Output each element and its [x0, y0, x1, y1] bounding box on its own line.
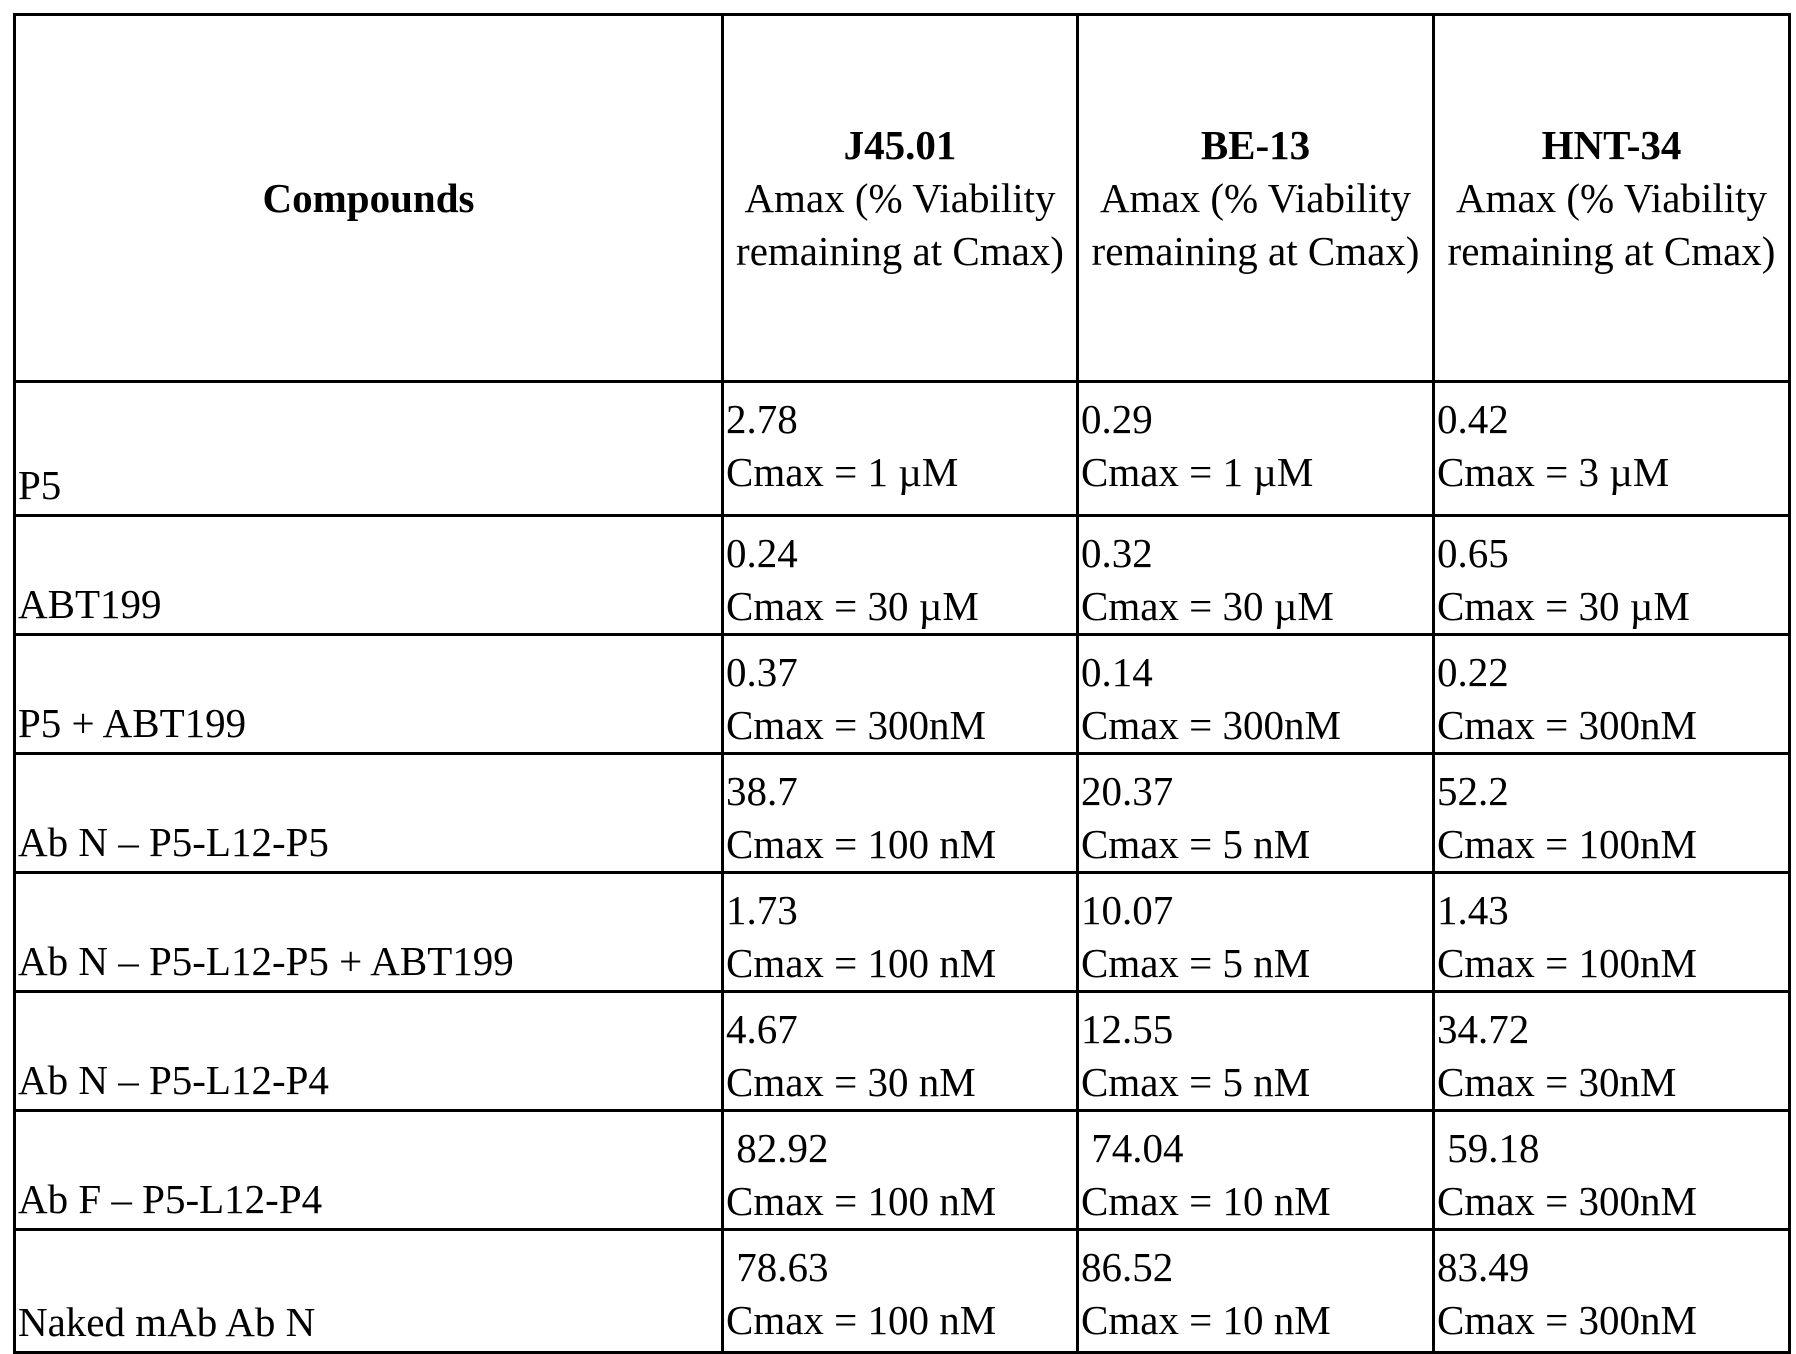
cell-line-name: HNT-34 [1437, 119, 1786, 172]
value-cell [1078, 635, 1434, 754]
cmax-value: Cmax = 300nM [726, 699, 1074, 752]
amax-value: 59.18 [1437, 1122, 1786, 1175]
amax-value: 2.78 [726, 393, 1074, 446]
value-cell [1434, 1111, 1790, 1230]
table-row [15, 1230, 1790, 1353]
value-cell [723, 992, 1078, 1111]
value-cell [1434, 992, 1790, 1111]
results-table [13, 13, 1791, 1354]
amax-value: 12.55 [1081, 1003, 1430, 1056]
header-j45 [723, 15, 1078, 382]
header-compounds: Compounds [15, 15, 723, 382]
value-cell [723, 1111, 1078, 1230]
cell-line-name: J45.01 [726, 119, 1074, 172]
amax-value: 0.42 [1437, 393, 1786, 446]
cmax-value: Cmax = 5 nM [1081, 818, 1430, 871]
cmax-value: Cmax = 5 nM [1081, 937, 1430, 990]
amax-value: 38.7 [726, 765, 1074, 818]
table-row [15, 754, 1790, 873]
cmax-value: Cmax = 10 nM [1081, 1294, 1430, 1347]
cmax-value: Cmax = 100nM [1437, 818, 1786, 871]
cmax-value: Cmax = 100 nM [726, 937, 1074, 990]
amax-value: 0.24 [726, 527, 1074, 580]
amax-value: 20.37 [1081, 765, 1430, 818]
cmax-value: Cmax = 1 µM [726, 446, 1074, 499]
cmax-value: Cmax = 30nM [1437, 1056, 1786, 1109]
metric-label: Amax (% Viability remaining at Cmax) [736, 175, 1064, 274]
cmax-value: Cmax = 5 nM [1081, 1056, 1430, 1109]
value-cell [1434, 635, 1790, 754]
compound-name: Ab N – P5-L12-P4 [15, 992, 723, 1111]
metric-label: Amax (% Viability remaining at Cmax) [1448, 175, 1776, 274]
header-row [15, 15, 1790, 382]
compound-name: P5 [15, 382, 723, 516]
header-hnt34 [1434, 15, 1790, 382]
cmax-value: Cmax = 30 µM [1437, 580, 1786, 633]
cmax-value: Cmax = 100 nM [726, 1294, 1074, 1347]
cmax-value: Cmax = 300nM [1081, 699, 1430, 752]
compound-name: Naked mAb Ab N [15, 1230, 723, 1353]
cmax-value: Cmax = 100 nM [726, 818, 1074, 871]
metric-label: Amax (% Viability remaining at Cmax) [1092, 175, 1420, 274]
table-row [15, 992, 1790, 1111]
amax-value: 0.29 [1081, 393, 1430, 446]
value-cell [1078, 1230, 1434, 1353]
cmax-value: Cmax = 100 nM [726, 1175, 1074, 1228]
table-row [15, 516, 1790, 635]
value-cell [1434, 873, 1790, 992]
value-cell [723, 873, 1078, 992]
value-cell [1078, 382, 1434, 516]
cmax-value: Cmax = 30 µM [1081, 580, 1430, 633]
value-cell [1078, 516, 1434, 635]
cmax-value: Cmax = 300nM [1437, 699, 1786, 752]
value-cell [1078, 873, 1434, 992]
cmax-value: Cmax = 30 µM [726, 580, 1074, 633]
table-row [15, 1111, 1790, 1230]
cmax-value: Cmax = 100nM [1437, 937, 1786, 990]
amax-value: 4.67 [726, 1003, 1074, 1056]
table-row [15, 635, 1790, 754]
amax-value: 34.72 [1437, 1003, 1786, 1056]
compound-name: Ab N – P5-L12-P5 + ABT199 [15, 873, 723, 992]
compound-name: Ab F – P5-L12-P4 [15, 1111, 723, 1230]
cmax-value: Cmax = 10 nM [1081, 1175, 1430, 1228]
cmax-value: Cmax = 3 µM [1437, 446, 1786, 499]
amax-value: 52.2 [1437, 765, 1786, 818]
amax-value: 82.92 [726, 1122, 1074, 1175]
amax-value: 0.14 [1081, 646, 1430, 699]
amax-value: 74.04 [1081, 1122, 1430, 1175]
amax-value: 0.22 [1437, 646, 1786, 699]
amax-value: 78.63 [726, 1241, 1074, 1294]
value-cell [1078, 754, 1434, 873]
value-cell [723, 1230, 1078, 1353]
value-cell [723, 382, 1078, 516]
value-cell [723, 516, 1078, 635]
value-cell [1078, 1111, 1434, 1230]
value-cell [723, 754, 1078, 873]
cmax-value: Cmax = 30 nM [726, 1056, 1074, 1109]
amax-value: 10.07 [1081, 884, 1430, 937]
amax-value: 0.65 [1437, 527, 1786, 580]
amax-value: 0.32 [1081, 527, 1430, 580]
cell-line-name: BE-13 [1081, 119, 1430, 172]
amax-value: 86.52 [1081, 1241, 1430, 1294]
amax-value: 1.43 [1437, 884, 1786, 937]
cmax-value: Cmax = 1 µM [1081, 446, 1430, 499]
table-row [15, 382, 1790, 516]
header-be13 [1078, 15, 1434, 382]
value-cell [1434, 754, 1790, 873]
cmax-value: Cmax = 300nM [1437, 1175, 1786, 1228]
value-cell [1434, 1230, 1790, 1353]
table-row [15, 873, 1790, 992]
amax-value: 1.73 [726, 884, 1074, 937]
compound-name: ABT199 [15, 516, 723, 635]
amax-value: 0.37 [726, 646, 1074, 699]
amax-value: 83.49 [1437, 1241, 1786, 1294]
compound-name: Ab N – P5-L12-P5 [15, 754, 723, 873]
value-cell [1434, 516, 1790, 635]
cmax-value: Cmax = 300nM [1437, 1294, 1786, 1347]
value-cell [1078, 992, 1434, 1111]
value-cell [1434, 382, 1790, 516]
value-cell [723, 635, 1078, 754]
compound-name: P5 + ABT199 [15, 635, 723, 754]
